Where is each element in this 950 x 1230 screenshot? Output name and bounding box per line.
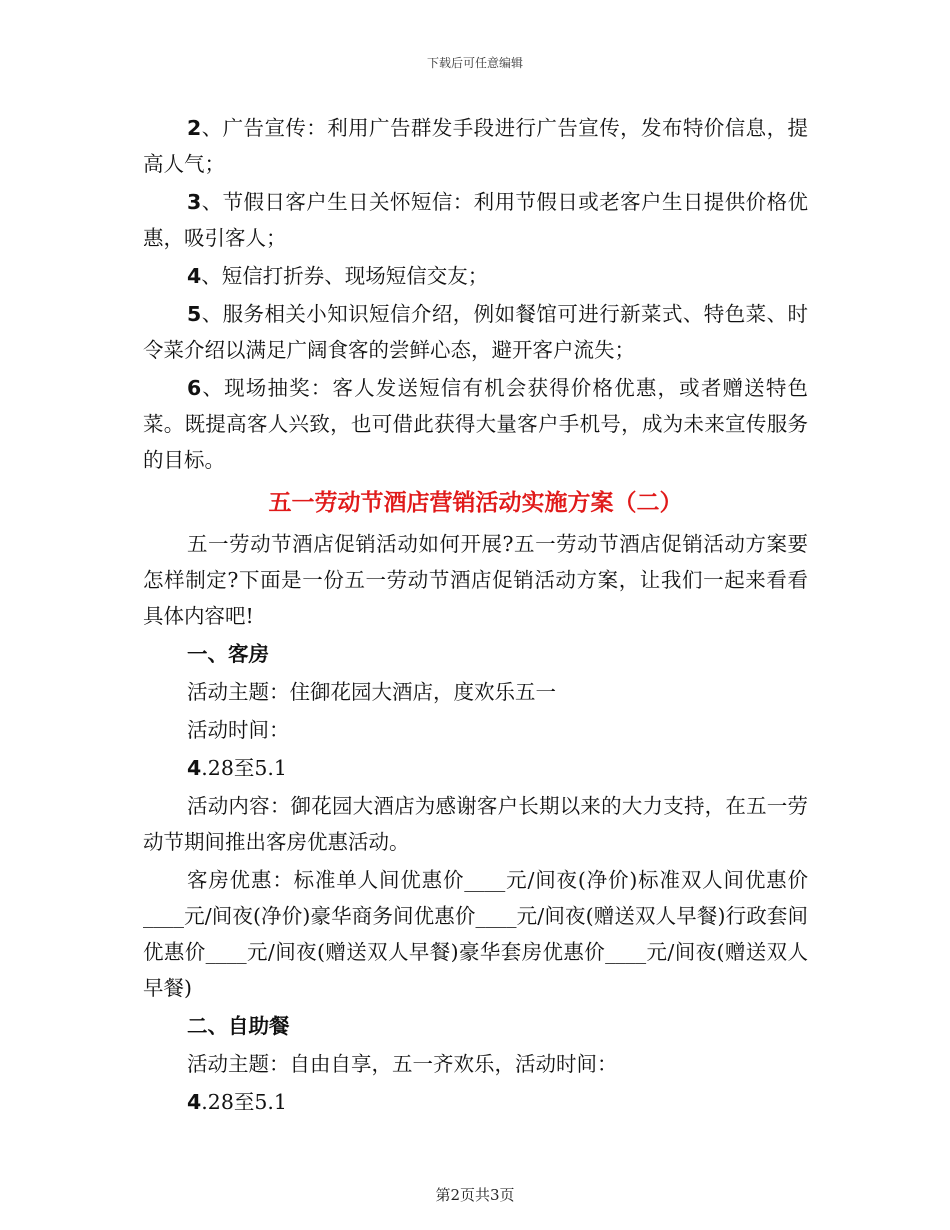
item-text: 、现场抽奖：客人发送短信有机会获得价格优惠，或者赠送特色菜。既提高客人兴致，也可借此获得大量客户手机号，成为未来宣传服务的目标。	[143, 376, 808, 472]
item-number: 3	[187, 190, 202, 214]
item-number: 6	[187, 376, 202, 400]
item-text: 、服务相关小知识短信介绍，例如餐馆可进行新菜式、特色菜、时令菜介绍以满足广阔食客的尝鲜心态，避开客户流失；	[143, 302, 808, 362]
page-header: 下载后可任意编辑	[426, 56, 523, 70]
rooms-content: 活动内容：御花园大酒店为感谢客户长期以来的大力支持，在五一劳动节期间推出客房优惠活动。	[143, 794, 808, 854]
document-body	[143, 110, 808, 1122]
item-number: 2	[187, 116, 202, 140]
date-number: 4	[187, 1090, 202, 1114]
item-text: 、广告宣传：利用广告群发手段进行广告宣传，发布特价信息，提高人气；	[143, 116, 808, 176]
list-item-5	[143, 296, 808, 368]
list-item-4	[143, 258, 808, 294]
item-number: 5	[187, 302, 202, 326]
rooms-theme: 活动主题：住御花园大酒店，度欢乐五一	[187, 680, 556, 704]
item-text: 、短信打折券、现场短信交友；	[201, 264, 489, 288]
rooms-time-label: 活动时间：	[187, 718, 290, 742]
rooms-date	[143, 750, 808, 786]
section-title: 五一劳动节酒店营销活动实施方案（二）	[268, 489, 683, 516]
date-rest: .28至5.1	[201, 1090, 287, 1114]
section-heading-buffet: 二、自助餐	[187, 1014, 290, 1038]
section-heading-rooms: 一、客房	[187, 642, 269, 666]
rooms-offers: 客房优惠：标准单人间优惠价____元/间夜(净价)标准双人间优惠价____元/间夜(净价)豪华商务间优惠价____元/间夜(赠送双人早餐)行政套间优惠价____元/间夜(赠送双人早餐)豪华套房优惠价____元/间夜(赠送双人早餐)	[143, 868, 808, 1000]
buffet-theme: 活动主题：自由自享，五一齐欢乐，活动时间：	[187, 1052, 618, 1076]
buffet-date	[143, 1084, 808, 1120]
item-text: 、节假日客户生日关怀短信：利用节假日或老客户生日提供价格优惠，吸引客人；	[143, 190, 808, 250]
page-footer: 第2页共3页	[435, 1186, 515, 1204]
list-item-2	[143, 110, 808, 182]
date-number: 4	[187, 756, 202, 780]
item-number: 4	[187, 264, 202, 288]
list-item-6	[143, 370, 808, 478]
list-item-3	[143, 184, 808, 256]
date-rest: .28至5.1	[201, 756, 287, 780]
intro-paragraph: 五一劳动节酒店促销活动如何开展?五一劳动节酒店促销活动方案要怎样制定?下面是一份五一劳动节酒店促销活动方案，让我们一起来看看具体内容吧!	[143, 532, 808, 628]
